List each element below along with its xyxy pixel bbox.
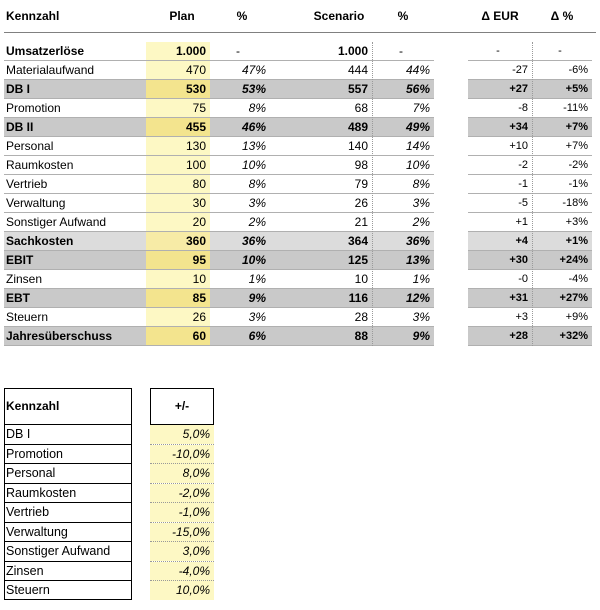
plan-pct: 10% (241, 253, 266, 267)
plan-pct: 36% (241, 234, 266, 248)
delta-eur: +1 (515, 216, 528, 228)
row-label: EBIT (6, 253, 34, 267)
delta-pct: -4% (568, 273, 588, 285)
plan-pct: 8% (248, 177, 266, 191)
scenario-value: 88 (354, 329, 368, 343)
delta-pct: -18% (562, 197, 588, 209)
row-label: Steuern (6, 310, 49, 324)
table-row (0, 156, 600, 175)
delta-eur: +27 (509, 83, 528, 95)
header-plan: Plan (169, 9, 195, 23)
table-row (0, 194, 600, 213)
adjustment-label: DB I (6, 427, 31, 441)
scenario-value: 489 (347, 120, 368, 134)
scenario-value: 28 (354, 310, 368, 324)
header-scenario: Scenario (313, 9, 365, 23)
scenario-value: 444 (347, 63, 368, 77)
adjustment-row (4, 542, 214, 561)
row-label: Raumkosten (6, 158, 74, 172)
adjustment-label: Verwaltung (6, 524, 68, 539)
plan-value[interactable]: 30 (146, 194, 210, 213)
delta-pct: +9% (565, 311, 588, 323)
plan-pct: 13% (241, 139, 266, 153)
scenario-pct: 13% (405, 253, 430, 267)
adjustment-value-input[interactable]: 3,0% (150, 542, 214, 561)
table-row (0, 327, 600, 346)
plan-value[interactable]: 100 (146, 156, 210, 175)
plan-pct: - (236, 44, 240, 58)
scenario-value: 116 (348, 291, 368, 305)
scenario-value: 98 (354, 158, 368, 172)
adjustment-row (4, 503, 214, 522)
adjustment-value-input[interactable]: -10,0% (150, 445, 214, 464)
table-row (0, 289, 600, 308)
adjustment-label: Steuern (6, 583, 50, 597)
plan-value[interactable]: 10 (146, 270, 210, 289)
adjustment-row (4, 484, 214, 503)
row-label: Sonstiger Aufwand (6, 215, 107, 229)
scenario-value: 1.000 (337, 44, 368, 58)
plan-value[interactable]: 1.000 (146, 42, 210, 61)
delta-eur: +31 (509, 292, 528, 304)
table-row (0, 308, 600, 327)
scenario-value: 125 (347, 253, 368, 267)
plan-value[interactable]: 75 (146, 99, 210, 118)
adjustment-row (4, 425, 214, 444)
scenario-pct: 10% (405, 158, 430, 172)
header-plan-pct: % (236, 9, 248, 23)
adjustment-label: Promotion (6, 446, 63, 461)
adjustment-label: Raumkosten (6, 485, 77, 500)
scenario-value: 557 (347, 82, 368, 96)
adjustment-label: Sonstiger Aufwand (6, 544, 111, 558)
plan-pct: 3% (248, 310, 266, 324)
adjustment-label: Personal (6, 466, 56, 480)
row-label: Personal (6, 139, 54, 153)
scenario-value: 68 (354, 101, 368, 115)
delta-pct: +5% (565, 83, 588, 95)
scenario-value: 26 (354, 196, 368, 210)
plan-value[interactable]: 130 (146, 137, 210, 156)
header-delta-eur: Δ EUR (481, 9, 519, 23)
adjustment-row (4, 445, 214, 464)
row-label: Materialaufwand (6, 63, 95, 77)
adjustment-header (4, 388, 214, 424)
table-row (0, 137, 600, 156)
plan-pct: 8% (248, 101, 266, 115)
plan-value[interactable]: 20 (146, 213, 210, 232)
plan-value[interactable]: 80 (146, 175, 210, 194)
scenario-pct: 14% (405, 139, 430, 153)
adjustment-label: Zinsen (6, 563, 44, 578)
delta-eur: -0 (518, 273, 528, 285)
scenario-pct: 56% (405, 82, 430, 96)
table-row (0, 232, 600, 251)
row-label: Zinsen (6, 272, 43, 286)
scenario-pct: 8% (412, 177, 430, 191)
plan-pct: 53% (241, 82, 266, 96)
row-divider (4, 345, 434, 346)
delta-eur: +30 (509, 254, 528, 266)
scenario-pct: 44% (405, 63, 430, 77)
plan-pct: 1% (248, 272, 266, 286)
delta-pct: -2% (568, 159, 588, 171)
scenario-dotted-divider (372, 42, 373, 346)
delta-pct: -1% (568, 178, 588, 190)
row-label: Sachkosten (6, 234, 74, 248)
table-row (0, 175, 600, 194)
table-row (0, 42, 600, 61)
row-label: DB I (6, 82, 30, 96)
scenario-pct: 12% (405, 291, 430, 305)
scenario-value: 10 (354, 272, 368, 286)
delta-eur: - (496, 45, 500, 57)
row-label: Umsatzerlöse (6, 44, 85, 58)
delta-eur: +28 (509, 330, 528, 342)
plan-value[interactable]: 455 (146, 118, 210, 137)
row-label: Verwaltung (6, 196, 66, 210)
row-label: DB II (6, 120, 34, 134)
scenario-pct: 9% (412, 329, 430, 343)
delta-pct: +7% (565, 121, 588, 133)
adjustment-header-kennzahl: Kennzahl (6, 399, 60, 413)
table-row (0, 118, 600, 137)
plan-value[interactable]: 360 (146, 232, 210, 251)
delta-pct: - (558, 45, 562, 57)
delta-pct: +1% (565, 235, 588, 247)
adjustment-label: Vertrieb (6, 505, 50, 519)
scenario-value: 140 (347, 139, 368, 153)
adjustment-value-input[interactable]: -1,0% (150, 503, 214, 522)
delta-pct: +24% (559, 254, 588, 266)
delta-eur: -27 (512, 64, 528, 76)
delta-eur: -1 (518, 178, 528, 190)
adjustment-value-input[interactable]: 5,0% (150, 425, 214, 444)
row-label: EBT (6, 291, 30, 305)
adjustment-value-input[interactable]: 10,0% (150, 581, 214, 600)
table-row (0, 61, 600, 80)
row-label: Jahresüberschuss (6, 329, 113, 343)
row-label: Promotion (6, 101, 61, 115)
scenario-pct: 3% (412, 310, 430, 324)
adjustment-row (4, 581, 214, 600)
table-row (0, 270, 600, 289)
delta-pct: +7% (565, 140, 588, 152)
table-row (0, 213, 600, 232)
table-row (0, 80, 600, 99)
adjustment-value-input[interactable]: -2,0% (150, 484, 214, 503)
plan-pct: 47% (241, 63, 266, 77)
adjustment-value-input[interactable]: 8,0% (150, 464, 214, 483)
plan-value[interactable]: 95 (146, 251, 210, 270)
adjustment-value-input[interactable]: -4,0% (150, 562, 214, 581)
header-scenario-pct: % (397, 9, 409, 23)
delta-pct: +3% (565, 216, 588, 228)
delta-pct: +27% (559, 292, 588, 304)
plan-value[interactable]: 85 (146, 289, 210, 308)
plan-pct: 46% (241, 120, 266, 134)
table-row (0, 251, 600, 270)
adjustment-value-input[interactable]: -15,0% (150, 523, 214, 542)
scenario-pct: 36% (405, 234, 430, 248)
scenario-value: 79 (354, 177, 368, 191)
plan-pct: 9% (248, 291, 266, 305)
scenario-pct: 3% (412, 196, 430, 210)
delta-pct: +32% (559, 330, 588, 342)
header-underline (4, 32, 596, 33)
scenario-pct: 2% (412, 215, 430, 229)
scenario-value: 364 (347, 234, 368, 248)
plan-value[interactable]: 530 (146, 80, 210, 99)
scenario-pct: 49% (405, 120, 430, 134)
plan-pct: 10% (241, 158, 266, 172)
scenario-pct: - (399, 44, 403, 58)
adjustment-row (4, 464, 214, 483)
row-divider (468, 345, 592, 346)
plan-pct: 3% (248, 196, 266, 210)
delta-eur: +3 (515, 311, 528, 323)
plan-value[interactable]: 60 (146, 327, 210, 346)
kpi-table-header (0, 4, 600, 28)
delta-eur: -8 (518, 102, 528, 114)
delta-eur: -5 (518, 197, 528, 209)
row-label: Vertrieb (6, 177, 48, 191)
header-delta-pct: Δ % (550, 9, 574, 23)
plan-pct: 2% (248, 215, 266, 229)
delta-eur: +4 (515, 235, 528, 247)
scenario-value: 21 (354, 215, 368, 229)
plan-value[interactable]: 470 (146, 61, 210, 80)
scenario-pct: 1% (412, 272, 430, 286)
scenario-pct: 7% (412, 101, 430, 115)
plan-value[interactable]: 26 (146, 308, 210, 327)
delta-dotted-divider (532, 42, 533, 346)
adjustment-header-value: +/- (174, 399, 190, 413)
plan-pct: 6% (248, 329, 266, 343)
delta-eur: +10 (509, 140, 528, 152)
table-row (0, 99, 600, 118)
header-kennzahl: Kennzahl (6, 9, 60, 23)
adjustment-row (4, 523, 214, 542)
delta-eur: +34 (509, 121, 528, 133)
delta-pct: -6% (568, 64, 588, 76)
adjustment-row (4, 562, 214, 581)
delta-eur: -2 (518, 159, 528, 171)
delta-pct: -11% (563, 102, 588, 114)
